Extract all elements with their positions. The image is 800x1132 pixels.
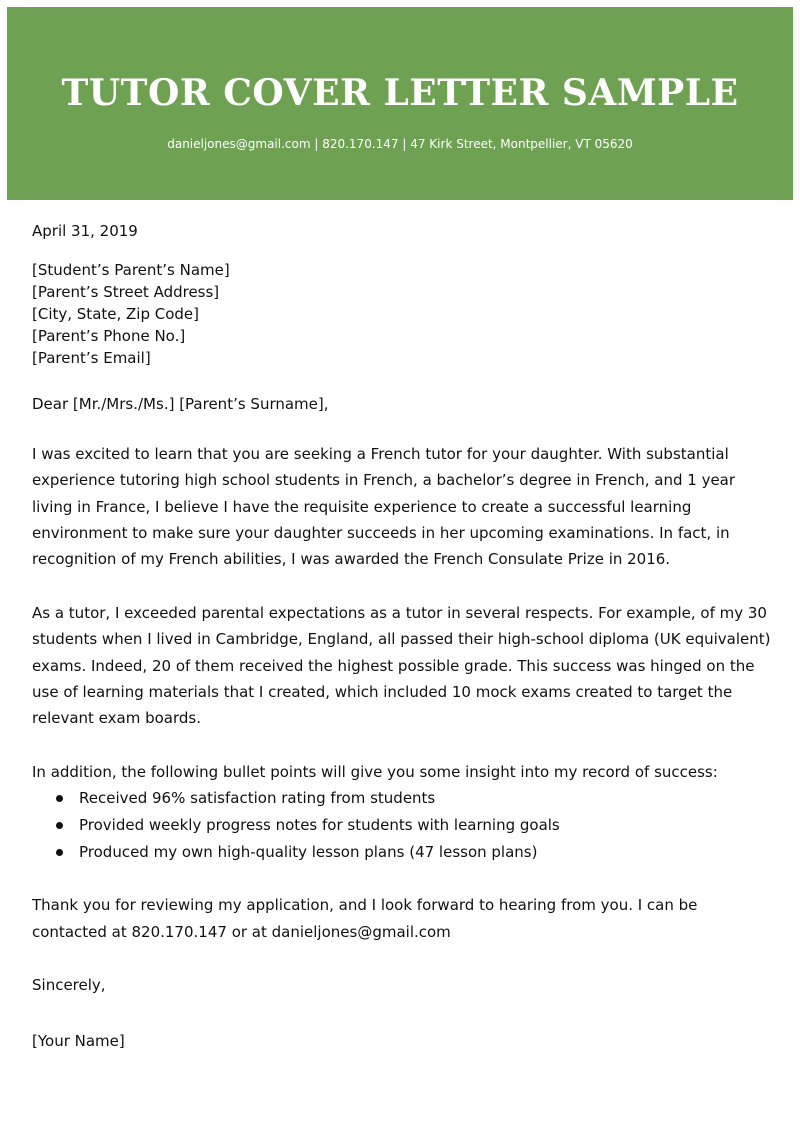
- bullet-icon: [56, 795, 63, 802]
- paragraph-experience: As a tutor, I exceeded parental expectations as a tutor in several respects. For example, of my 30 students when I lived in Cambridge, England, all passed their high-school diploma (UK equivalent) exams. Indeed, 20 of them received the highest possible grade. This success was hinged on the use of learning materials that I created, which included 10 mock exams created to target the relevant exam boards.: [32, 603, 771, 728]
- recipient-city: [City, State, Zip Code]: [32, 305, 200, 324]
- recipient-name: [Student’s Parent’s Name]: [32, 261, 230, 280]
- letter-date: April 31, 2019: [32, 222, 138, 240]
- list-item: [32, 812, 772, 839]
- list-item: [32, 785, 772, 812]
- letter-body: [32, 218, 772, 1054]
- bullet-icon: [56, 849, 63, 856]
- greeting: Dear [Mr./Mrs./Ms.] [Parent’s Surname],: [32, 395, 329, 414]
- document-title: TUTOR COVER LETTER SAMPLE: [61, 72, 739, 114]
- paragraph-bullets-intro: In addition, the following bullet points will give you some insight into my record of success:: [32, 762, 718, 781]
- signature: [Your Name]: [32, 1031, 125, 1050]
- recipient-address: [32, 259, 772, 369]
- list-item-text: Received 96% satisfaction rating from students: [79, 789, 436, 808]
- list-item-text: Produced my own high-quality lesson plans (47 lesson plans): [79, 843, 538, 862]
- bullet-icon: [56, 822, 63, 829]
- paragraph-closing: Thank you for reviewing my application, and I look forward to hearing from you. I can be contacted at 820.170.147 or at danieljones@gmail.com: [32, 896, 698, 941]
- paragraph-intro: I was excited to learn that you are seeking a French tutor for your daughter. With substantial experience tutoring high school students in French, a bachelor’s degree in French, and 1 year living in France, I believe I have the requisite experience to create a successful learning environment to make sure your daughter succeeds in her upcoming examinations. In fact, in recognition of my French abilities, I was awarded the French Consulate Prize in 2016.: [32, 444, 736, 569]
- contact-info: danieljones@gmail.com | 820.170.147 | 47 Kirk Street, Montpellier, VT 05620: [167, 137, 633, 151]
- recipient-street: [Parent’s Street Address]: [32, 283, 220, 302]
- list-item: [32, 839, 772, 866]
- recipient-email: [Parent’s Email]: [32, 349, 151, 368]
- achievement-list: [32, 785, 772, 866]
- header-banner: [7, 7, 793, 200]
- recipient-phone: [Parent’s Phone No.]: [32, 327, 186, 346]
- list-item-text: Provided weekly progress notes for students with learning goals: [79, 816, 560, 835]
- sign-off: Sincerely,: [32, 976, 106, 995]
